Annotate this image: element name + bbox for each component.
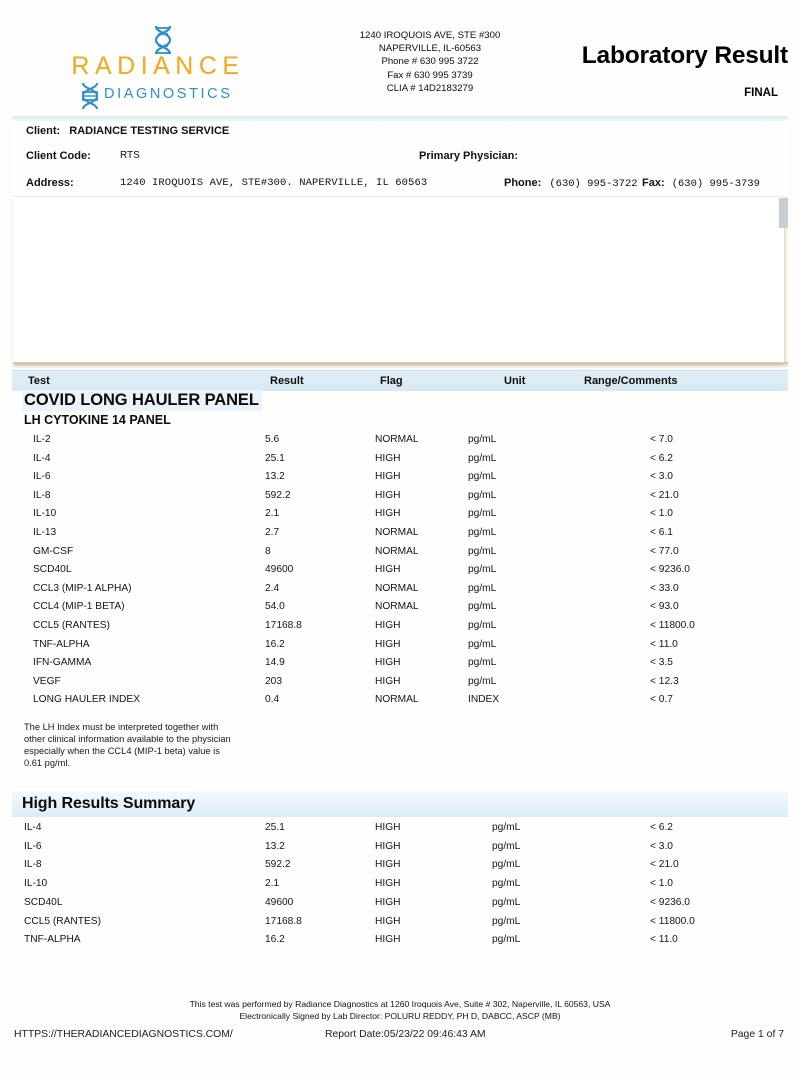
cell-flag: NORMAL (375, 694, 419, 706)
cell-unit: pg/mL (468, 564, 497, 576)
cell-flag: HIGH (375, 508, 401, 520)
cell-flag: HIGH (375, 564, 401, 576)
cell-test: IL-8 (24, 859, 42, 871)
cell-range: < 6.1 (650, 527, 673, 538)
cell-result: 25.1 (265, 452, 285, 464)
blank-overlay-panel (13, 196, 784, 363)
cell-test: IL-6 (24, 840, 42, 852)
page-number: Page 1 of 7 (730, 1029, 784, 1040)
cell-unit: pg/mL (492, 934, 521, 946)
cell-test: TNF-ALPHA (24, 934, 81, 946)
cell-flag: NORMAL (375, 582, 419, 594)
cell-test: CCL5 (RANTES) (33, 620, 110, 631)
cell-unit: pg/mL (468, 638, 497, 650)
cell-unit: pg/mL (468, 489, 497, 501)
cell-result: 13.2 (265, 471, 285, 483)
cell-range: < 3.0 (650, 840, 673, 852)
column-header-test: Test (28, 375, 50, 387)
summary-row (0, 916, 800, 935)
lab-address-line: NAPERVILLE, IL-60563 (378, 43, 482, 55)
cell-flag: HIGH (375, 657, 401, 669)
performed-by-text: This test was performed by Radiance Diagnostics at 1260 Iroquois Ave, Suite # 302, Naperville, IL 60563, USA (189, 999, 611, 1009)
table-row (0, 676, 800, 695)
cell-range: < 21.0 (650, 859, 679, 871)
table-row (0, 527, 800, 546)
cell-result: 54.0 (265, 601, 285, 613)
cell-unit: pg/mL (492, 896, 521, 908)
cell-test: IL-13 (33, 527, 57, 538)
client-fax (642, 177, 760, 190)
cell-range: < 33.0 (650, 582, 679, 594)
cell-result: 203 (265, 675, 282, 687)
cell-result: 25.1 (265, 822, 285, 833)
footer-disclaimer (0, 999, 800, 1022)
cell-test: VEGF (33, 675, 61, 687)
page-title: Laboratory Result (581, 42, 788, 69)
report-date: Report Date:05/23/22 09:46:43 AM (325, 1029, 486, 1040)
summary-row (0, 897, 800, 916)
cell-range: < 12.3 (650, 675, 679, 687)
table-row (0, 694, 800, 713)
summary-row (0, 859, 800, 878)
cell-result: 5.6 (265, 434, 280, 445)
cell-unit: pg/mL (468, 545, 497, 557)
cell-range: < 0.7 (650, 694, 673, 706)
cell-unit: INDEX (468, 694, 500, 706)
cell-flag: HIGH (375, 878, 401, 890)
summary-row (0, 822, 800, 841)
cell-result: 14.9 (265, 657, 285, 669)
cell-range: < 11800.0 (650, 915, 695, 927)
column-header-unit: Unit (504, 375, 526, 387)
cell-unit: pg/mL (468, 657, 497, 669)
table-row (0, 657, 800, 676)
cell-result: 49600 (265, 896, 294, 908)
cell-range: < 77.0 (650, 545, 679, 557)
table-row (0, 453, 800, 472)
cell-range: < 3.5 (650, 657, 673, 669)
cell-range: < 9236.0 (650, 896, 690, 908)
cell-flag: HIGH (375, 915, 401, 927)
cell-unit: pg/mL (468, 471, 497, 483)
client-name-value: RADIANCE TESTING SERVICE (69, 125, 230, 137)
table-row (0, 639, 800, 658)
cell-unit: pg/mL (468, 601, 497, 613)
cell-flag: HIGH (375, 822, 401, 833)
scan-shadow (13, 362, 788, 368)
cell-result: 8 (265, 545, 271, 557)
cell-range: < 11.0 (650, 638, 678, 650)
cell-unit: pg/mL (468, 527, 497, 538)
cell-unit: pg/mL (492, 822, 521, 833)
logo-subbrand-text: DIAGNOSTICS (104, 86, 233, 102)
cell-unit: pg/mL (468, 508, 497, 520)
cell-flag: HIGH (375, 452, 401, 464)
cell-flag: NORMAL (375, 527, 419, 538)
report-header (0, 0, 800, 112)
client-code-label: Client Code: (26, 150, 91, 162)
table-row (0, 490, 800, 509)
cell-test: IFN-GAMMA (33, 657, 92, 669)
cell-unit: pg/mL (492, 915, 521, 927)
column-header-range: Range/Comments (584, 375, 678, 387)
client-phone-value: (630) 995-3722 (549, 178, 638, 190)
client-phone (504, 177, 638, 190)
cell-flag: HIGH (375, 638, 401, 650)
table-row (0, 508, 800, 527)
cell-result: 17168.8 (265, 620, 302, 631)
lab-address-line: 1240 IROQUOIS AVE, STE #300 (359, 30, 501, 41)
footer-bar (0, 1029, 800, 1045)
cell-test: TNF-ALPHA (33, 638, 90, 650)
lab-clia-line: CLIA # 14D2183279 (386, 82, 474, 94)
cell-flag: HIGH (375, 471, 401, 483)
cell-unit: pg/mL (492, 878, 521, 890)
cell-test: CCL4 (MIP-1 BETA) (33, 601, 125, 613)
summary-row (0, 841, 800, 860)
radiance-logo (68, 26, 248, 127)
column-header-result: Result (270, 375, 304, 387)
cell-flag: HIGH (375, 840, 401, 852)
client-name-row (26, 125, 229, 137)
lab-phone-line: Phone # 630 995 3722 (381, 56, 479, 68)
status-badge: FINAL (744, 87, 778, 99)
cell-range: < 21.0 (650, 489, 679, 501)
client-fax-label: Fax: (642, 177, 665, 189)
client-info-section (12, 121, 788, 195)
cell-test: IL-4 (33, 452, 51, 464)
cell-range: < 6.2 (650, 452, 673, 464)
table-row (0, 546, 800, 565)
cell-test: IL-2 (33, 434, 51, 445)
client-address-label: Address: (26, 177, 74, 189)
signed-by-text: Electronically Signed by Lab Director: POLURU REDDY, PH D, DABCC, ASCP (MB) (239, 1010, 561, 1021)
cell-test: CCL3 (MIP-1 ALPHA) (33, 582, 132, 594)
lh-index-footnote: The LH Index must be interpreted together with other clinical information available to the physician especially when the CCL4 (MIP-1 beta) value is 0.61 pg/ml. (24, 722, 231, 769)
cell-range: < 6.2 (650, 822, 673, 833)
panel-subtitle: LH CYTOKINE 14 PANEL (24, 413, 171, 427)
cell-test: IL-10 (24, 878, 48, 890)
cell-flag: HIGH (375, 934, 401, 946)
table-row (0, 471, 800, 490)
client-address-value: 1240 IROQUOIS AVE, STE#300. NAPERVILLE, IL 60563 (120, 177, 428, 189)
cell-unit: pg/mL (468, 675, 497, 687)
client-phone-label: Phone: (504, 177, 542, 189)
cell-result: 16.2 (265, 934, 285, 946)
logo-brand-text: RADIANCE (71, 52, 245, 80)
table-row (0, 620, 800, 639)
cell-result: 49600 (265, 564, 294, 576)
summary-row (0, 934, 800, 953)
cell-flag: NORMAL (375, 434, 419, 445)
cell-test: SCD40L (24, 896, 63, 908)
cell-unit: pg/mL (468, 434, 497, 445)
cell-test: LONG HAULER INDEX (33, 694, 140, 706)
cell-test: IL-4 (24, 822, 42, 833)
lab-fax-line: Fax # 630 995 3739 (387, 69, 473, 81)
cell-result: 592.2 (265, 859, 291, 871)
logo-secondary-row (68, 85, 248, 105)
cell-range: < 11.0 (650, 934, 678, 946)
cell-range: < 1.0 (650, 878, 673, 890)
cell-result: 13.2 (265, 840, 285, 852)
cell-result: 592.2 (265, 489, 291, 501)
cell-range: < 9236.0 (650, 564, 690, 576)
cell-unit: pg/mL (468, 620, 497, 631)
client-label: Client: (26, 125, 61, 137)
cell-result: 17168.8 (265, 915, 302, 927)
results-table-header (12, 370, 788, 391)
cell-flag: HIGH (375, 489, 401, 501)
cell-flag: HIGH (375, 896, 401, 908)
lab-address-block (300, 29, 560, 95)
panel-title: COVID LONG HAULER PANEL (22, 390, 262, 411)
cell-test: IL-6 (33, 471, 51, 483)
cell-range: < 3.0 (650, 471, 673, 483)
table-row (0, 434, 800, 453)
cell-result: 2.4 (265, 582, 280, 594)
scan-edge-marker (779, 198, 788, 228)
cell-unit: pg/mL (492, 840, 521, 852)
cell-range: < 1.0 (650, 508, 673, 520)
summary-title: High Results Summary (22, 795, 196, 812)
cell-result: 2.1 (265, 878, 280, 890)
cell-result: 2.7 (265, 527, 280, 538)
cell-flag: HIGH (375, 859, 401, 871)
cell-test: IL-10 (33, 508, 57, 520)
cell-result: 16.2 (265, 638, 285, 650)
client-code-value: RTS (120, 150, 140, 161)
dna-helix-small-icon (80, 81, 100, 111)
cell-flag: HIGH (375, 620, 401, 631)
table-row (0, 601, 800, 620)
cell-flag: NORMAL (375, 545, 419, 557)
cell-result: 0.4 (265, 694, 280, 706)
table-row (0, 583, 800, 602)
dna-helix-icon (152, 24, 174, 58)
cell-range: < 7.0 (650, 434, 673, 445)
cell-test: IL-8 (33, 489, 51, 501)
cell-result: 2.1 (265, 508, 280, 520)
cell-flag: NORMAL (375, 601, 419, 613)
cell-range: < 11800.0 (650, 620, 695, 631)
cell-flag: HIGH (375, 675, 401, 687)
cell-unit: pg/mL (492, 859, 521, 871)
cell-range: < 93.0 (650, 601, 679, 613)
cell-test: GM-CSF (33, 545, 74, 557)
primary-physician-label: Primary Physician: (419, 150, 519, 162)
cell-test: SCD40L (33, 564, 72, 576)
cell-unit: pg/mL (468, 582, 497, 594)
cell-unit: pg/mL (468, 452, 497, 464)
client-fax-value: (630) 995-3739 (671, 178, 760, 190)
column-header-flag: Flag (380, 375, 403, 387)
summary-row (0, 878, 800, 897)
cell-test: CCL5 (RANTES) (24, 915, 101, 927)
table-row (0, 564, 800, 583)
lab-website-link[interactable]: HTTPS://THERADIANCEDIAGNOSTICS.COM/ (14, 1029, 233, 1040)
